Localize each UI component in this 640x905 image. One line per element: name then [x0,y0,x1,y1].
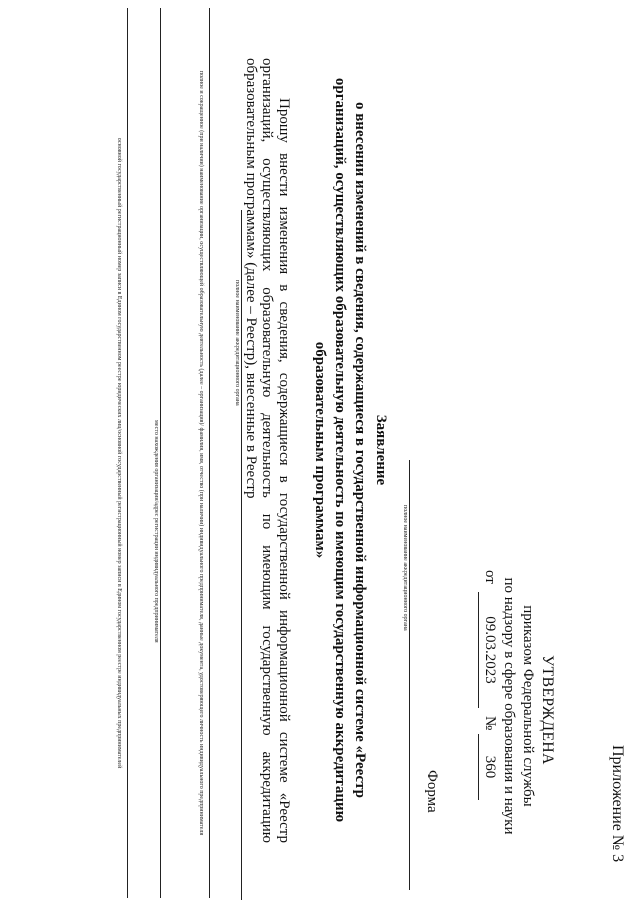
order-number-underline [478,734,479,800]
document-title: о внесении изменений в сведения, содержащиеся в государственной информационной системе «Реестр организаций, осуществляющих образовательную деятельность по имеющим государственную аккредитацию образовательным программам» [312,77,368,823]
applicant-name-caption: полное и сокращенное (при наличии) наименование организации, осуществляющей образовательную деятельность (далее – организация)/ фамилия, имя, отчество (при наличии) индивидуального предпринимателя, данные документа, удостоверяющего личность индивидуального предпринимателя [198,70,204,836]
number-prefix: № [482,716,498,731]
order-date: 09.03.2023 [482,616,498,684]
date-prefix: от [482,570,498,584]
ogrn-caption: основной государственный регистрационный номер записи в Едином государственном реестре юридических лиц/основной государственный регистрационный номер записи в Едином государственном реестре индивидуальных предпринимателей [116,137,122,769]
approved-by-line-1: приказом Федеральной службы [520,605,536,807]
order-date-underline [478,592,479,708]
ogrn-field [127,8,128,898]
request-paragraph: Прошу внести изменения в сведения, содержащиеся в государственной информационной системе «Реестр организаций, осуществляющих образовательную деятельность по имеющим государственную аккредитацию образовательным программам» (далее – Реестр), внесенные в Реестр [243,58,292,843]
authority-name-caption-top: полное наименование аккредитационного органа [402,505,408,631]
location-field [160,8,161,898]
order-number: 360 [482,755,498,779]
location-caption: место нахождения организации/адрес регистрации индивидуального предпринимателя [153,420,159,643]
authority-name-caption-body: полное наименование аккредитационного органа [234,280,240,406]
approved-by-line-2: по надзору в сфере образования и науки [501,577,517,835]
form-label: Форма [424,770,440,813]
document-heading: Заявление [373,414,389,486]
approved-stamp-title: УТВЕРЖДЕНА [539,655,556,765]
authority-name-field-body [241,210,242,900]
authority-name-field-top [409,460,410,890]
appendix-number: Приложение № 3 [609,745,626,863]
applicant-name-field [209,8,210,898]
